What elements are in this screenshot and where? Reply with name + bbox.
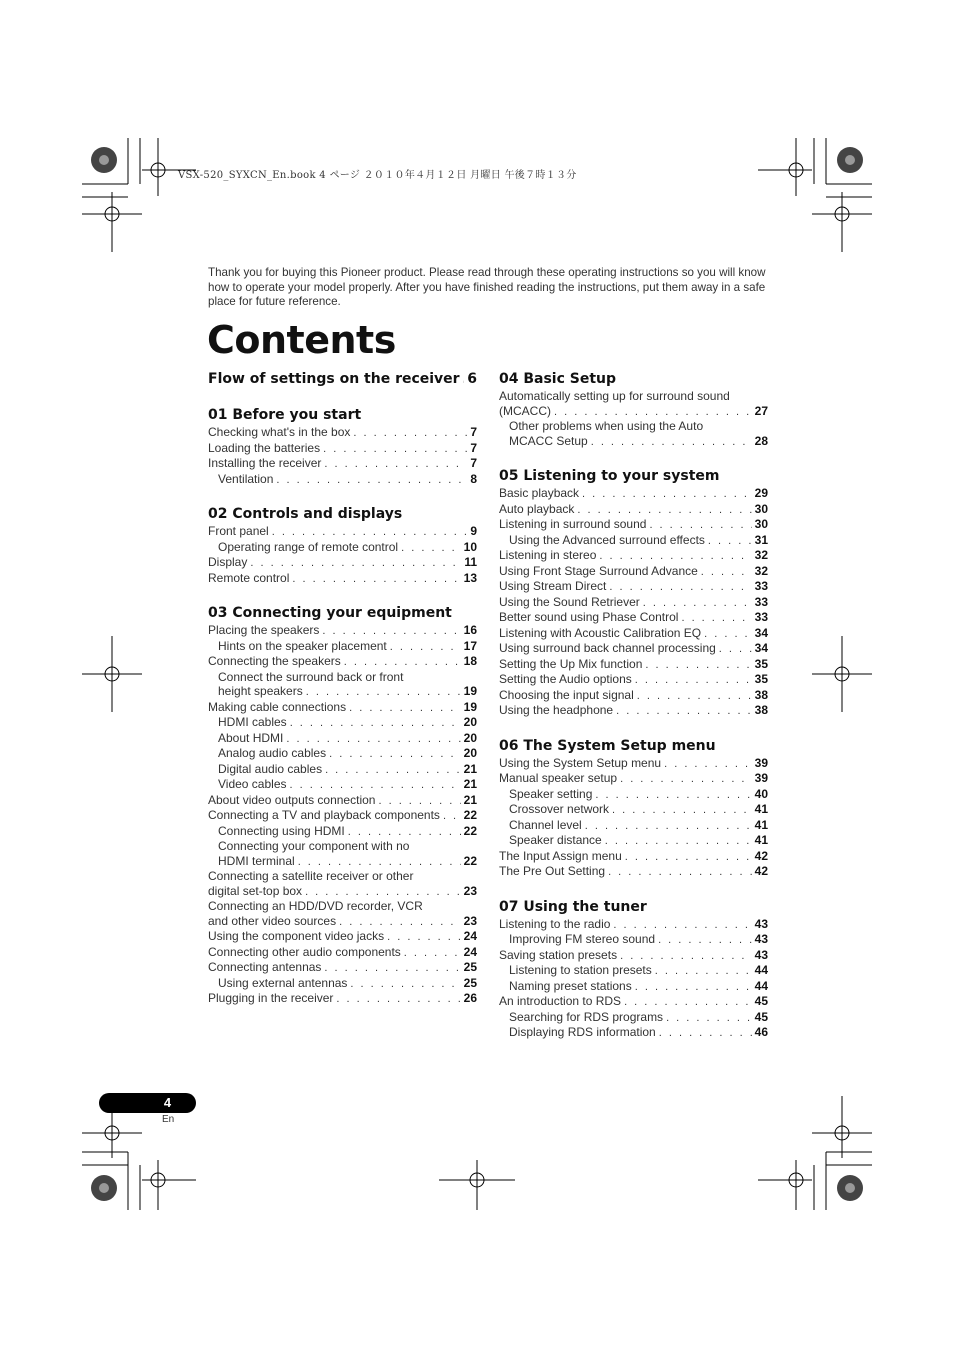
toc-entry-label: height speakers xyxy=(218,684,303,698)
toc-entry[interactable] xyxy=(499,595,768,611)
leader-dots xyxy=(250,556,461,571)
toc-entry-label: Placing the speakers xyxy=(208,623,320,637)
toc-entry[interactable] xyxy=(499,864,768,880)
toc-entry-page: 35 xyxy=(754,672,768,686)
toc-entry-page: 31 xyxy=(754,532,768,547)
toc-entry-label: Crossover network xyxy=(509,802,610,816)
leader-dots xyxy=(643,596,752,611)
toc-entry-page: 22 xyxy=(463,853,477,868)
leader-dots xyxy=(387,930,461,945)
toc-entry-page: 11 xyxy=(464,555,477,569)
toc-entry[interactable] xyxy=(208,684,477,700)
toc-entry-label: Using the headphone xyxy=(499,703,614,717)
leader-dots xyxy=(350,977,460,992)
toc-entry[interactable] xyxy=(499,657,768,673)
toc-entry-page: 21 xyxy=(463,792,477,807)
toc-section xyxy=(499,898,768,1041)
toc-entry-label: Better sound using Phase Control xyxy=(499,610,679,624)
toc-entry-label: Display xyxy=(208,555,248,569)
toc-entry-page: 23 xyxy=(463,883,477,898)
toc-section-title: 04 Basic Setup xyxy=(499,371,617,387)
top-right-starburst xyxy=(837,147,863,173)
toc-entry-page: 43 xyxy=(754,916,768,931)
toc-entry-page: 32 xyxy=(754,548,768,562)
toc-entry[interactable] xyxy=(208,441,477,457)
toc-entry[interactable] xyxy=(208,839,477,854)
toc-entry-label: Displaying RDS information xyxy=(509,1025,656,1039)
toc-entry-label: Using Front Stage Surround Advance xyxy=(499,563,698,578)
leader-dots xyxy=(708,534,752,549)
toc-entry-page: 7 xyxy=(470,440,477,455)
toc-entry[interactable] xyxy=(208,456,477,472)
toc-entry-label: Connecting the speakers xyxy=(208,654,341,668)
toc-entry-label: The Input Assign menu xyxy=(499,848,622,863)
toc-entry-label: HDMI cables xyxy=(218,715,287,729)
toc-entry[interactable] xyxy=(499,389,768,404)
leader-dots xyxy=(290,716,461,731)
toc-entry[interactable] xyxy=(208,472,477,488)
leader-dots xyxy=(325,763,461,778)
toc-entry-page: 30 xyxy=(754,501,768,516)
toc-entry-label: Ventilation xyxy=(218,471,274,486)
toc-entry-label: Connect the surround back or front xyxy=(218,669,404,684)
toc-entry-page: 20 xyxy=(463,746,477,760)
leader-dots xyxy=(324,961,460,976)
toc-entry-label: Operating range of remote control xyxy=(218,539,399,554)
toc-entry-label: Hints on the speaker placement xyxy=(218,638,387,653)
toc-entry[interactable] xyxy=(208,929,477,945)
leader-dots xyxy=(336,992,460,1007)
toc-entry[interactable] xyxy=(499,1025,768,1041)
leader-dots xyxy=(344,655,461,670)
toc-entry-label: Video cables xyxy=(218,777,287,791)
toc-entry-label: Listening to station presets xyxy=(509,963,652,977)
leader-dots xyxy=(290,778,461,793)
toc-entry-page: 34 xyxy=(754,625,768,640)
toc-entry-label: Channel level xyxy=(509,817,582,832)
toc-entry[interactable] xyxy=(499,771,768,787)
toc-entry[interactable] xyxy=(499,948,768,964)
bottom-right-starburst xyxy=(837,1175,863,1201)
toc-entry[interactable] xyxy=(499,756,768,772)
leader-dots xyxy=(612,803,752,818)
toc-entry[interactable] xyxy=(208,808,477,824)
leader-dots xyxy=(595,788,751,803)
leader-dots xyxy=(585,819,752,834)
toc-entry-page: 38 xyxy=(754,687,768,702)
toc-entry[interactable] xyxy=(499,688,768,704)
leader-dots xyxy=(599,549,751,564)
toc-entry-page: 39 xyxy=(754,755,768,770)
leader-dots xyxy=(292,572,460,587)
toc-entry-label: Listening in stereo xyxy=(499,548,597,562)
toc-entry-page: 19 xyxy=(463,699,477,714)
leader-dots xyxy=(620,949,752,964)
page-number-badge: 4 xyxy=(99,1093,196,1113)
toc-entry[interactable] xyxy=(208,731,477,747)
toc-entry-label: Front panel xyxy=(208,524,269,538)
toc-entry-label: Searching for RDS programs xyxy=(509,1009,664,1024)
toc-entry-label: Connecting a TV and playback components xyxy=(208,808,440,822)
leader-dots xyxy=(443,809,461,824)
toc-entry-label: Installing the receiver xyxy=(208,456,322,470)
toc-entry-page: 30 xyxy=(754,517,768,531)
toc-entry-page: 10 xyxy=(463,539,477,554)
toc-entry[interactable] xyxy=(208,715,477,731)
toc-entry-page: 17 xyxy=(463,638,477,653)
toc-entry[interactable] xyxy=(208,793,477,809)
toc-entry[interactable] xyxy=(499,979,768,995)
leader-dots xyxy=(401,541,461,556)
leader-dots xyxy=(324,457,467,472)
bottom-center-mark xyxy=(439,1160,515,1210)
leader-dots xyxy=(625,850,752,865)
leader-dots xyxy=(305,885,461,900)
toc-section xyxy=(208,505,477,586)
toc-entry-label: Choosing the input signal xyxy=(499,687,634,702)
toc-entry-label: Using the Sound Retriever xyxy=(499,594,640,609)
toc-entry-label: Automatically setting up for surround sound xyxy=(499,389,730,403)
print-header: VSX-520_SYXCN_En.book 4 ページ ２０１０年４月１２日 月曜日 午後７時１３分 xyxy=(178,170,577,181)
toc-entry-label: Using the System Setup menu xyxy=(499,755,662,770)
toc-section xyxy=(208,406,477,487)
toc-entry-page: 22 xyxy=(463,808,477,822)
toc-entry[interactable] xyxy=(208,639,477,655)
toc-entry-page: 20 xyxy=(463,730,477,745)
toc-entry-label: Remote control xyxy=(208,570,290,585)
bottom-left-starburst xyxy=(91,1175,117,1201)
toc-entry-label: Connecting your component with no xyxy=(218,839,410,853)
toc-entry-page: 16 xyxy=(463,623,477,637)
toc-entry-page: 25 xyxy=(463,960,477,974)
toc-entry-label: Auto playback xyxy=(499,501,575,516)
toc-entry-label: Listening in surround sound xyxy=(499,517,647,531)
toc-entry-label: About video outputs connection xyxy=(208,792,376,807)
toc-section xyxy=(499,737,768,880)
toc-entry-label: HDMI terminal xyxy=(218,853,295,868)
toc-entry[interactable] xyxy=(208,945,477,961)
leader-dots xyxy=(645,658,751,673)
toc-entry-page: 13 xyxy=(463,570,477,585)
toc-entry-label: Connecting an HDD/DVD recorder, VCR xyxy=(208,899,423,913)
left-middle-mark xyxy=(82,636,142,712)
toc-entry-label: Checking what's in the box xyxy=(208,425,351,439)
leader-dots xyxy=(719,642,752,657)
toc-entry-label: Saving station presets xyxy=(499,947,618,962)
toc-entry[interactable] xyxy=(499,1010,768,1026)
toc-entry-page: 7 xyxy=(470,425,477,439)
toc-entry-page: 24 xyxy=(463,944,477,959)
toc-entry-label: Connecting using HDMI xyxy=(218,823,345,838)
toc-entry[interactable] xyxy=(499,626,768,642)
toc-entry-label: About HDMI xyxy=(218,730,284,745)
toc-entry[interactable] xyxy=(208,884,477,900)
toc-entry[interactable] xyxy=(499,533,768,549)
toc-section xyxy=(208,604,477,1007)
leader-dots xyxy=(463,370,465,388)
toc-entry-page: 19 xyxy=(463,684,477,698)
leader-dots xyxy=(659,1026,752,1041)
toc-section-title: 01 Before you start xyxy=(208,407,362,423)
toc-entry-page: 33 xyxy=(754,594,768,609)
toc-entry-label: Setting the Up Mix function xyxy=(499,656,643,671)
toc-entry-page: 41 xyxy=(754,802,768,816)
toc-entry-page: 27 xyxy=(754,403,768,418)
toc-entry-page: 6 xyxy=(467,371,477,387)
toc-right-sections xyxy=(499,370,768,1041)
leader-dots xyxy=(701,565,752,580)
leader-dots xyxy=(681,611,751,626)
toc-entry-label: Digital audio cables xyxy=(218,761,323,776)
toc-entry-label: Connecting other audio components xyxy=(208,944,401,959)
toc-entry[interactable] xyxy=(208,623,477,639)
toc-right-column xyxy=(499,370,768,1059)
toc-entry[interactable] xyxy=(499,486,768,502)
toc-entry-label: The Pre Out Setting xyxy=(499,864,606,878)
toc-entry-page: 35 xyxy=(754,656,768,671)
toc-entry[interactable] xyxy=(208,824,477,840)
toc-entry[interactable] xyxy=(208,571,477,587)
leader-dots xyxy=(272,525,468,540)
toc-entry-page: 43 xyxy=(754,947,768,962)
toc-entry[interactable] xyxy=(208,425,477,441)
toc-entry-page: 32 xyxy=(754,563,768,578)
toc-entry-label: Other problems when using the Auto xyxy=(509,419,704,433)
toc-section xyxy=(499,370,768,449)
toc-entry-page: 42 xyxy=(754,848,768,863)
toc-entry-page: 28 xyxy=(754,433,768,448)
leader-dots xyxy=(353,426,467,441)
toc-entry-label: Loading the batteries xyxy=(208,440,321,455)
toc-entry-label: digital set-top box xyxy=(208,883,303,898)
toc-entry-page: 21 xyxy=(463,761,477,776)
leader-dots xyxy=(620,772,752,787)
toc-entry-label: Plugging in the receiver xyxy=(208,991,334,1005)
leader-dots xyxy=(329,747,461,762)
leader-dots xyxy=(323,442,467,457)
toc-entry-label: Improving FM stereo sound xyxy=(509,932,656,946)
toc-entry-page: 39 xyxy=(754,771,768,785)
leader-dots xyxy=(554,405,752,420)
toc-entry-page: 20 xyxy=(463,715,477,729)
toc-entry-page: 33 xyxy=(754,610,768,624)
leader-dots xyxy=(637,689,752,704)
toc-entry-label: An introduction to RDS xyxy=(499,994,622,1008)
leader-dots xyxy=(577,503,751,518)
toc-entry-label: Manual speaker setup xyxy=(499,771,618,785)
toc-entry-label: Connecting a satellite receiver or other xyxy=(208,869,414,883)
toc-entry[interactable] xyxy=(499,419,768,434)
toc-entry[interactable] xyxy=(208,854,477,870)
toc-entry-page: 44 xyxy=(754,978,768,993)
toc-entry-label: Using the Advanced surround effects xyxy=(509,532,705,547)
toc-entry-page: 24 xyxy=(463,929,477,943)
leader-dots xyxy=(390,640,461,655)
toc-entry[interactable] xyxy=(499,994,768,1010)
leader-dots xyxy=(348,825,461,840)
toc-entry-page: 21 xyxy=(463,777,477,791)
toc-section-title: 07 Using the tuner xyxy=(499,898,647,915)
leader-dots xyxy=(349,701,461,716)
toc-entry-page: 22 xyxy=(463,823,477,838)
toc-entry[interactable] xyxy=(499,672,768,688)
toc-entry-page: 34 xyxy=(754,641,768,655)
toc-entry-page: 29 xyxy=(754,486,768,500)
toc-entry-page: 23 xyxy=(463,913,477,928)
toc-entry-label: Listening to the radio xyxy=(499,916,611,931)
toc-entry[interactable] xyxy=(499,564,768,580)
toc-entry[interactable] xyxy=(499,434,768,450)
toc-entry-page: 42 xyxy=(754,864,768,878)
page-title: Contents xyxy=(207,318,396,362)
toc-entry[interactable] xyxy=(208,555,477,571)
toc-entry[interactable] xyxy=(499,787,768,803)
leader-dots xyxy=(609,580,751,595)
leader-dots xyxy=(378,794,460,809)
leader-dots xyxy=(306,685,461,700)
toc-entry-page: 45 xyxy=(754,1009,768,1024)
toc-entry-page: 41 xyxy=(754,833,768,847)
leader-dots xyxy=(582,487,752,502)
toc-entry[interactable] xyxy=(499,517,768,533)
top-left-starburst xyxy=(91,147,117,173)
toc-entry-page: 18 xyxy=(463,654,477,668)
toc-section-title: 05 Listening to your system xyxy=(499,468,720,484)
toc-entry-label: and other video sources xyxy=(208,913,337,928)
toc-section-title: 02 Controls and displays xyxy=(208,506,403,522)
toc-entry[interactable] xyxy=(208,700,477,716)
toc-entry[interactable] xyxy=(208,914,477,930)
toc-entry[interactable] xyxy=(499,849,768,865)
leader-dots xyxy=(635,673,752,688)
toc-entry[interactable] xyxy=(499,404,768,420)
toc-entry-page: 33 xyxy=(754,579,768,593)
toc-entry-label: Using external antennas xyxy=(218,975,348,990)
toc-entry[interactable] xyxy=(208,991,477,1007)
toc-entry-page: 8 xyxy=(470,471,477,486)
toc-entry-page: 45 xyxy=(754,994,768,1008)
toc-entry[interactable] xyxy=(499,610,768,626)
intro-paragraph: Thank you for buying this Pioneer product. Please read through these operating instructions so you will know how to operate your model properly. After you have finished reading the instructions, put them away in a safe place for future reference. xyxy=(208,266,766,309)
toc-entry-label: Using surround back channel processing xyxy=(499,641,716,655)
toc-entry-page: 38 xyxy=(754,703,768,717)
toc-entry-page: 26 xyxy=(463,991,477,1005)
toc-entry-page: 44 xyxy=(754,963,768,977)
toc-section xyxy=(499,467,768,719)
toc-entry-page: 46 xyxy=(754,1025,768,1039)
page-language: En xyxy=(162,1114,175,1125)
toc-entry[interactable] xyxy=(499,502,768,518)
toc-entry-label: Making cable connections xyxy=(208,699,347,714)
toc-entry-label: Flow of settings on the receiver xyxy=(208,371,460,387)
leader-dots xyxy=(658,933,752,948)
right-middle-mark xyxy=(812,636,872,712)
toc-entry[interactable] xyxy=(208,654,477,670)
leader-dots xyxy=(322,624,460,639)
leader-dots xyxy=(286,732,460,747)
leader-dots xyxy=(666,1011,752,1026)
toc-entry-label: Using Stream Direct xyxy=(499,579,607,593)
toc-section-flow xyxy=(208,370,477,388)
leader-dots xyxy=(608,865,752,880)
toc-entry[interactable] xyxy=(208,960,477,976)
leader-dots xyxy=(624,995,752,1010)
toc-section-title: 06 The System Setup menu xyxy=(499,737,716,754)
toc-entry-label: MCACC Setup xyxy=(509,433,588,448)
toc-entry-label: Naming preset stations xyxy=(509,978,632,993)
toc-left-column xyxy=(208,370,477,1025)
leader-dots xyxy=(635,980,752,995)
leader-dots xyxy=(704,627,752,642)
toc-entry-label: Speaker setting xyxy=(509,786,593,801)
toc-entry[interactable] xyxy=(208,524,477,540)
leader-dots xyxy=(339,915,461,930)
toc-entry-page: 25 xyxy=(463,975,477,990)
leader-dots xyxy=(591,435,752,450)
toc-entry[interactable] xyxy=(208,976,477,992)
leader-dots xyxy=(655,964,752,979)
leader-dots xyxy=(605,834,752,849)
toc-entry[interactable] xyxy=(499,703,768,719)
toc-entry[interactable] xyxy=(499,917,768,933)
toc-entry-label: Listening with Acoustic Calibration EQ xyxy=(499,625,702,640)
toc-entry-flow[interactable] xyxy=(208,370,477,388)
toc-entry-label: Setting the Audio options xyxy=(499,672,632,686)
toc-entry-label: (MCACC) xyxy=(499,403,551,418)
toc-entry[interactable] xyxy=(208,762,477,778)
toc-entry-page: 7 xyxy=(470,456,477,470)
toc-entry[interactable] xyxy=(499,932,768,948)
leader-dots xyxy=(613,918,751,933)
toc-entry-label: Using the component video jacks xyxy=(208,929,385,943)
toc-entry[interactable] xyxy=(208,746,477,762)
leader-dots xyxy=(649,518,751,533)
toc-entry-page: 41 xyxy=(754,817,768,832)
toc-left-sections xyxy=(208,406,477,1007)
toc-section-title: 03 Connecting your equipment xyxy=(208,605,452,621)
leader-dots xyxy=(664,757,752,772)
toc-entry[interactable] xyxy=(499,548,768,564)
leader-dots xyxy=(276,473,467,488)
toc-entry[interactable] xyxy=(208,899,477,914)
toc-entry-page: 9 xyxy=(470,524,477,538)
leader-dots xyxy=(298,855,461,870)
toc-entry[interactable] xyxy=(208,869,477,884)
toc-entry-label: Analog audio cables xyxy=(218,746,327,760)
leader-dots xyxy=(616,704,752,719)
toc-entry[interactable] xyxy=(499,963,768,979)
toc-entry[interactable] xyxy=(499,833,768,849)
toc-entry[interactable] xyxy=(208,670,477,685)
toc-entry[interactable] xyxy=(499,641,768,657)
toc-entry-label: Basic playback xyxy=(499,486,580,500)
toc-entry[interactable] xyxy=(208,540,477,556)
toc-entry[interactable] xyxy=(499,802,768,818)
leader-dots xyxy=(404,946,461,961)
toc-entry[interactable] xyxy=(208,777,477,793)
toc-entry[interactable] xyxy=(499,579,768,595)
toc-entry[interactable] xyxy=(499,818,768,834)
toc-entry-label: Connecting antennas xyxy=(208,960,322,974)
toc-entry-page: 40 xyxy=(754,786,768,801)
toc-entry-label: Speaker distance xyxy=(509,833,602,847)
toc-entry-page: 43 xyxy=(754,932,768,946)
